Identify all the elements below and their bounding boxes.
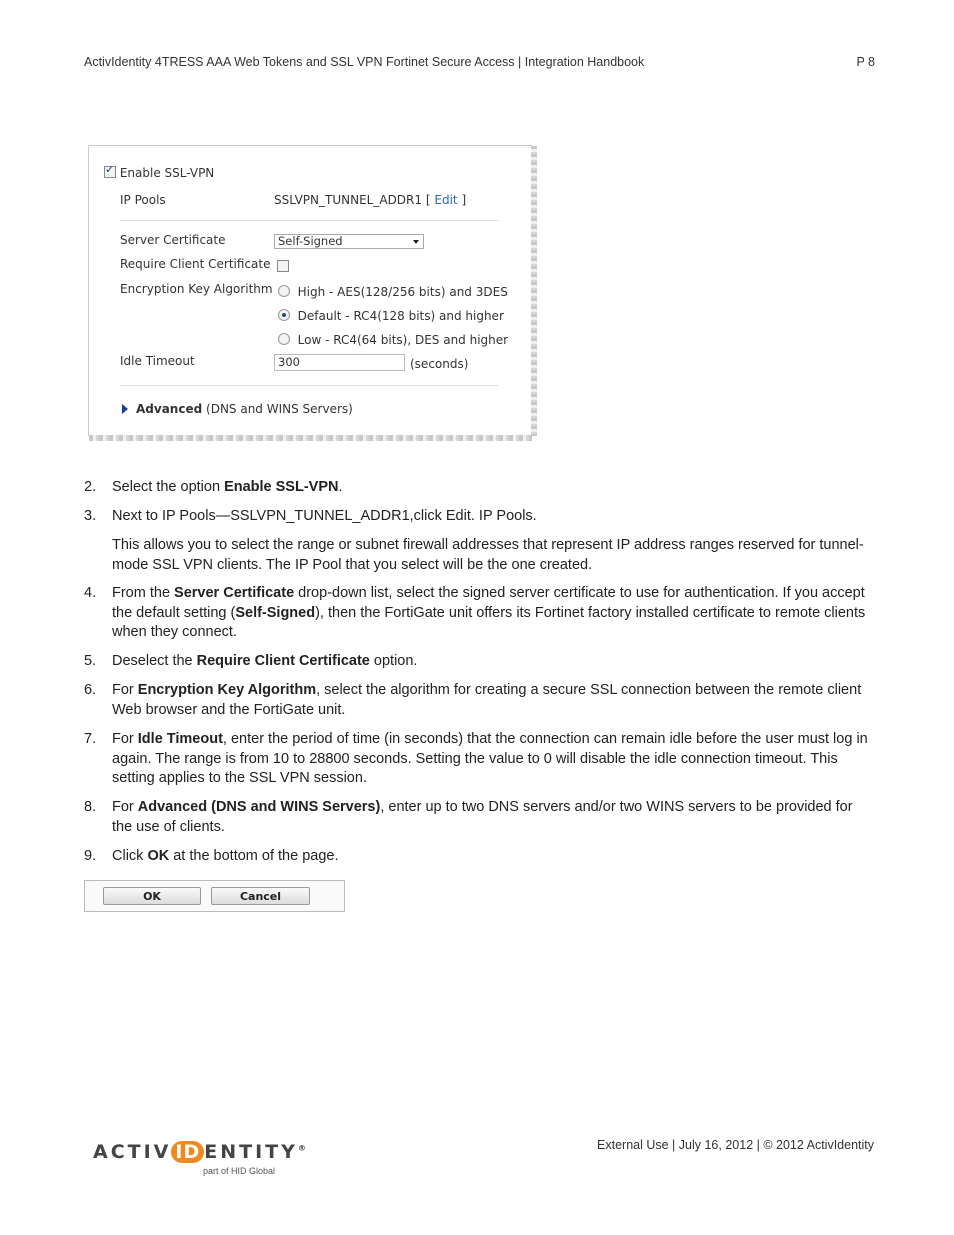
bracket-open: [ — [425, 193, 431, 207]
enable-ssl-vpn-label: Enable SSL-VPN — [119, 166, 215, 180]
encryption-option-high-label: High - AES(128/256 bits) and 3DES — [297, 285, 508, 299]
server-certificate-label: Server Certificate — [120, 233, 226, 247]
step-text: Click OK at the bottom of the page. — [112, 848, 339, 864]
advanced-label-rest: (DNS and WINS Servers) — [206, 402, 353, 416]
ip-pools-edit-link[interactable]: Edit — [434, 193, 458, 207]
chevron-down-icon — [413, 240, 419, 244]
step-text: Select the option Enable SSL-VPN. — [112, 479, 343, 495]
encryption-option-default-label: Default - RC4(128 bits) and higher — [297, 309, 504, 323]
step-number: 8. — [84, 799, 97, 815]
encryption-option-low[interactable] — [278, 333, 508, 347]
divider — [120, 385, 498, 386]
torn-edge — [531, 146, 537, 436]
ok-button[interactable]: OK — [103, 887, 201, 905]
enable-ssl-vpn-checkbox[interactable] — [104, 166, 116, 178]
logo-subtitle: part of HID Global — [203, 1166, 276, 1176]
radio-low[interactable] — [278, 333, 290, 345]
ip-pools-value-row — [274, 193, 466, 207]
page-number: P 8 — [856, 55, 875, 69]
ip-pools-label: IP Pools — [120, 193, 166, 207]
encryption-option-low-label: Low - RC4(64 bits), DES and higher — [297, 333, 509, 347]
require-client-cert-label: Require Client Certificate — [120, 257, 271, 271]
server-certificate-value: Self-Signed — [278, 234, 343, 248]
step-number: 4. — [84, 585, 97, 601]
step-text: For Idle Timeout, enter the period of time (in seconds) that the connection can remain idle before the user must log in again. The range is from 10 to 28800 seconds. Setting the value to 0 will disable the idle connection timeout. This setting applies to the SSL VPN session. — [112, 731, 868, 786]
cancel-button[interactable]: Cancel — [211, 887, 310, 905]
bracket-close: ] — [461, 193, 467, 207]
idle-timeout-input[interactable]: 300 — [274, 354, 405, 371]
torn-edge — [89, 435, 532, 441]
advanced-label-bold: Advanced — [136, 402, 203, 416]
step-text: Deselect the Require Client Certificate option. — [112, 653, 418, 669]
ssl-vpn-settings-screenshot — [88, 145, 532, 436]
step-text: From the Server Certificate drop-down list, select the signed server certificate to use for authentication. If you accept the default setting (Self-Signed), then the FortiGate unit offers its Fortinet factory installed certificate to remote clients when they connect. — [112, 585, 866, 640]
step-number: 7. — [84, 731, 97, 747]
enable-ssl-vpn-row[interactable] — [104, 166, 214, 180]
step-text: This allows you to select the range or subnet firewall addresses that represent IP address ranges reserved for tunnel-mode SSL VPN clients. The IP Pool that you select will be the one created. — [112, 537, 864, 573]
idle-timeout-unit: (seconds) — [410, 357, 469, 371]
divider — [120, 220, 498, 221]
encryption-option-default[interactable] — [278, 309, 504, 323]
server-certificate-select[interactable] — [274, 234, 424, 249]
idle-timeout-label: Idle Timeout — [120, 354, 195, 368]
step-text: For Encryption Key Algorithm, select the algorithm for creating a secure SSL connection between the remote client Web browser and the FortiGate unit. — [112, 682, 862, 718]
step-text: Next to IP Pools—SSLVPN_TUNNEL_ADDR1,click Edit. IP Pools. — [112, 508, 537, 524]
footer-text: External Use | July 16, 2012 | © 2012 ActivIdentity — [597, 1138, 874, 1152]
step-number: 6. — [84, 682, 97, 698]
encryption-label: Encryption Key Algorithm — [120, 282, 273, 296]
encryption-option-high[interactable] — [278, 285, 508, 299]
actividentity-logo — [93, 1133, 313, 1179]
ip-pools-value: SSLVPN_TUNNEL_ADDR1 — [274, 193, 423, 207]
step-number: 9. — [84, 848, 97, 864]
advanced-section-toggle[interactable] — [122, 402, 353, 416]
step-number: 3. — [84, 508, 97, 524]
radio-default[interactable] — [278, 309, 290, 321]
expand-arrow-icon — [122, 404, 128, 414]
require-client-cert-checkbox[interactable] — [277, 260, 289, 272]
radio-high[interactable] — [278, 285, 290, 297]
step-text: For Advanced (DNS and WINS Servers), enter up to two DNS servers and/or two WINS servers to be provided for the use of clients. — [112, 799, 853, 835]
logo-wordmark: ACTIV ID ENTITY® — [93, 1141, 309, 1163]
step-number: 2. — [84, 479, 97, 495]
step-number: 5. — [84, 653, 97, 669]
button-bar-screenshot — [84, 880, 345, 912]
header-title: ActivIdentity 4TRESS AAA Web Tokens and SSL VPN Fortinet Secure Access | Integration Handbook — [84, 55, 645, 69]
